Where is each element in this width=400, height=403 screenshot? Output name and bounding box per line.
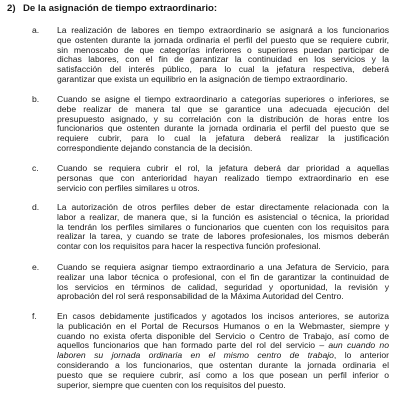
text-line: contar con los requisitos para hacer la respectiva función profesional.: [57, 242, 321, 252]
section-number: 2): [7, 3, 16, 14]
item-marker: c.: [32, 163, 39, 173]
text-line: sin menoscabo de que categorías inferiores o superiores puedan participar de: [57, 45, 389, 55]
text-line: En casos debidamente justificados y agotados los incisos anteriores, se autoriza: [57, 312, 389, 321]
item-text: [57, 95, 389, 154]
text-line: personas que con anterioridad hayan realizado tiempo extraordinario en ese: [57, 173, 389, 183]
text-line: funcionarios que ostenten durante la jornada ordinaria el perfil del puesto que se: [57, 124, 389, 134]
text-line: la publicación en el Portal de Recursos Humanos o en la Webmaster, siempre y: [57, 321, 389, 331]
text-line: satisfacción del interés público, para lo cual la jefatura respectiva, deberá: [57, 65, 389, 75]
text-line: realizar la tarea, y cuando se trate de labores profesionales, los mismos deberán: [57, 232, 389, 242]
text-line: Cuando se asigne el tiempo extraordinario a categorías superiores o inferiores, se: [57, 95, 389, 104]
text-line: aquellos funcionarios que han formado parte del rol del servicio – aun cuando no: [57, 341, 389, 351]
text-line: puesto que se requiere cubrir, así como a los que posean un perfil inferior o: [57, 370, 389, 380]
item-marker: b.: [32, 94, 40, 104]
text-line: los servicios en términos de calidad, seguridad y oportunidad, la revisión y: [57, 282, 389, 292]
item-marker: e.: [32, 262, 40, 272]
section-title: De la asignación de tiempo extraordinario:: [23, 3, 218, 14]
text-line: aprobación del rol será responsabilidad de la Máxima Autoridad del Centro.: [57, 292, 344, 302]
item-text: [57, 203, 389, 252]
text-line: dichas labores, con el fin de garantizar la continuidad en los servicios y la: [57, 55, 389, 65]
item-text: [57, 263, 389, 302]
text-line: laboren su jornada ordinaria en el mismo centro de trabajo, lo anterior: [57, 351, 389, 361]
text-line: realizar una labor técnica o profesional, con el fin de garantizar la continuidad de: [57, 272, 389, 282]
text-line: servicio con perfiles similares u otros.: [57, 183, 200, 193]
text-line: requiere cubrir, para lo cual la jefatura deberá realizar la justificación: [57, 134, 389, 144]
text-line: Cuando se requiera asignar tiempo extraordinario a una Jefatura de Servicio, para: [57, 263, 389, 272]
text-line: La autorización de otros perfiles deber de estar directamente relacionada con la: [57, 203, 389, 212]
text-line: La realización de labores en tiempo extraordinario se asignará a los funcionarios: [57, 26, 389, 35]
text-line: presupuesto asignado, y su correlación con la distribución de horas entre los: [57, 114, 389, 124]
item-marker: d.: [32, 202, 40, 212]
text-line: labor a realizar, de manera que, si la función es asistencial o técnica, la prioridad: [57, 212, 389, 222]
text-line: garantizar que exista un equilibrio en la asignación de tiempo extraordinario.: [57, 74, 348, 84]
text-line: debe realizar de manera tal que se garantice una adecuada ejecución del: [57, 104, 389, 114]
text-line: cuando no exista oferta disponible del Servicio o Centro de Trabajo, así como de: [57, 331, 389, 341]
item-marker: f.: [32, 311, 37, 321]
item-marker: a.: [32, 25, 40, 35]
text-line: correspondiente dejando constancia de la decisión.: [57, 143, 253, 153]
text-line: considerando a los funcionarios, que ostentan durante la jornada ordinaria el: [57, 360, 389, 370]
section-heading: [7, 3, 217, 15]
text-line: que ostenten durante la jornada ordinaria el perfil del puesto que se requiere cubrir,: [57, 35, 389, 45]
item-text: [57, 26, 389, 85]
item-text: [57, 312, 389, 390]
text-line: Cuando se requiera cubrir el rol, la jefatura deberá dar prioridad a aquellas: [57, 164, 389, 173]
text-line: superior, siempre que cuenten con los requisitos del puesto.: [57, 380, 286, 390]
item-text: [57, 164, 389, 193]
text-line: la tendrán los perfiles similares o funcionarios que cuenten con los requisitos para: [57, 222, 389, 232]
